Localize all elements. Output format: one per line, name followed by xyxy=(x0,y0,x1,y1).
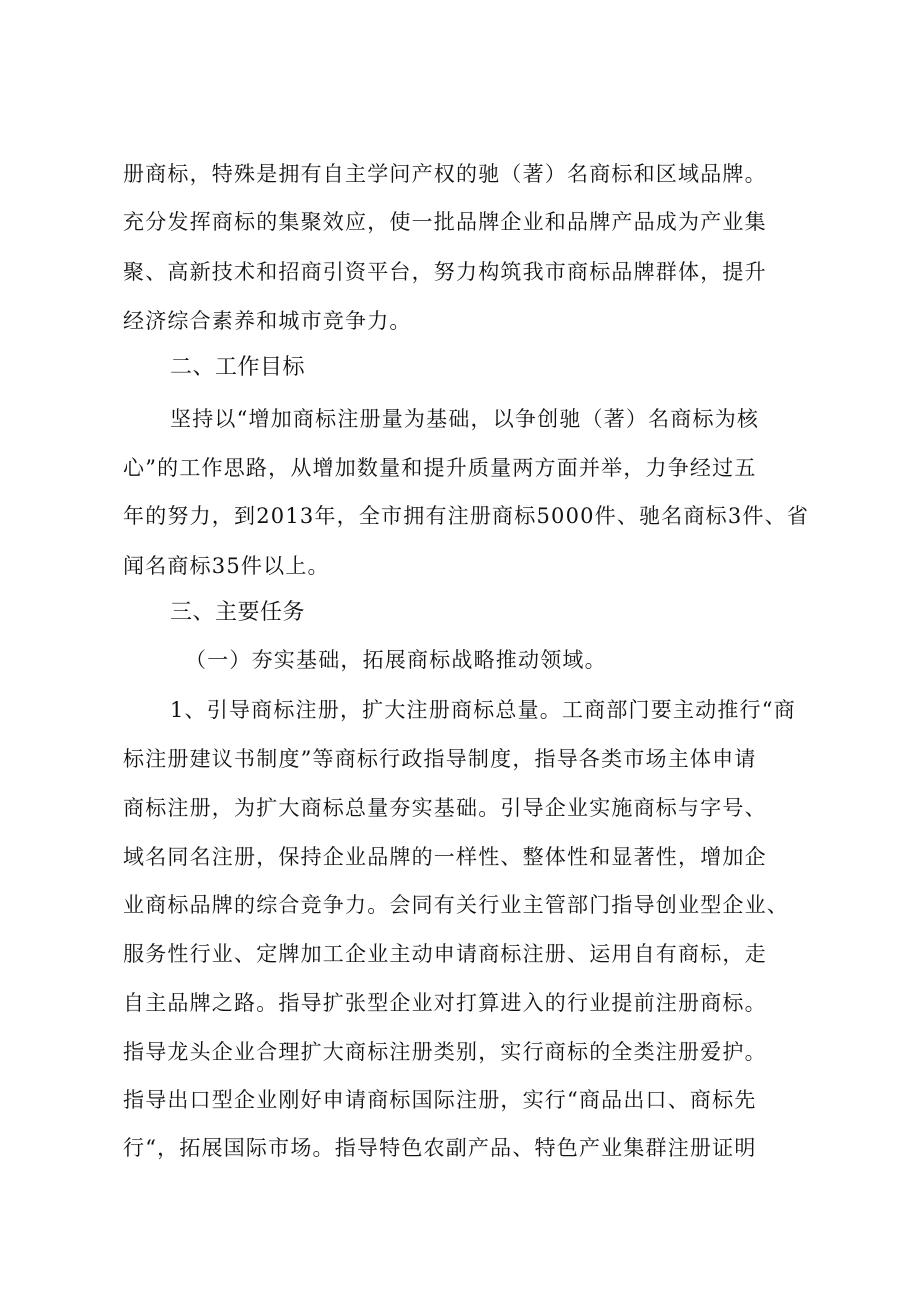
section-2-line-4: 闻名商标35件以上。 xyxy=(123,554,330,578)
intro-line-2: 充分发挥商标的集聚效应，使一批品牌企业和品牌产品成为产业集 xyxy=(123,210,767,234)
item-1-line-3: 商标注册，为扩大商标总量夯实基础。引导企业实施商标与字号、 xyxy=(123,796,767,820)
item-1-line-1: 1、引导商标注册，扩大注册商标总量。工商部门要主动推行“商 xyxy=(170,698,796,722)
section-2-line-1: 坚持以“增加商标注册量为基础，以争创驰（著）名商标为核 xyxy=(170,407,760,431)
item-1-line-10: 行“，拓展国际市场。指导特色农副产品、特色产业集群注册证明 xyxy=(123,1136,757,1160)
intro-line-3: 聚、高新技术和招商引资平台，努力构筑我市商标品牌群体，提升 xyxy=(123,260,767,284)
subsection-1-heading: （一）夯实基础，拓展商标战略推动领域。 xyxy=(185,648,607,672)
section-3-heading: 三、主要任务 xyxy=(170,600,306,625)
item-1-line-5: 业商标品牌的综合竞争力。会同有关行业主管部门指导创业型企业、 xyxy=(123,893,789,917)
item-1-line-6: 服务性行业、定牌加工企业主动申请商标注册、运用自有商标，走 xyxy=(123,942,767,966)
item-1-line-7: 自主品牌之路。指导扩张型企业对打算进入的行业提前注册商标。 xyxy=(123,991,767,1015)
intro-line-4: 经济综合素养和城市竞争力。 xyxy=(123,309,412,333)
item-1-line-9: 指导出口型企业刚好申请商标国际注册，实行“商品出口、商标先 xyxy=(123,1088,757,1112)
item-1-line-8: 指导龙头企业合理扩大商标注册类别，实行商标的全类注册爱护。 xyxy=(123,1040,767,1064)
item-1-line-2: 标注册建议书制度”等商标行政指导制度，指导各类市场主体申请 xyxy=(123,747,757,771)
section-2-heading: 二、工作目标 xyxy=(170,355,306,380)
section-2-line-3: 年的努力，到2013年，全市拥有注册商标5000件、驰名商标3件、省 xyxy=(123,504,810,528)
section-2-line-2: 心”的工作思路，从增加数量和提升质量两方面并举，力争经过五 xyxy=(123,456,757,480)
item-1-line-4: 域名同名注册，保持企业品牌的一样性、整体性和显著性，增加企 xyxy=(123,845,767,869)
intro-line-1: 册商标，特殊是拥有自主学问产权的驰（著）名商标和区域品牌。 xyxy=(123,162,767,186)
